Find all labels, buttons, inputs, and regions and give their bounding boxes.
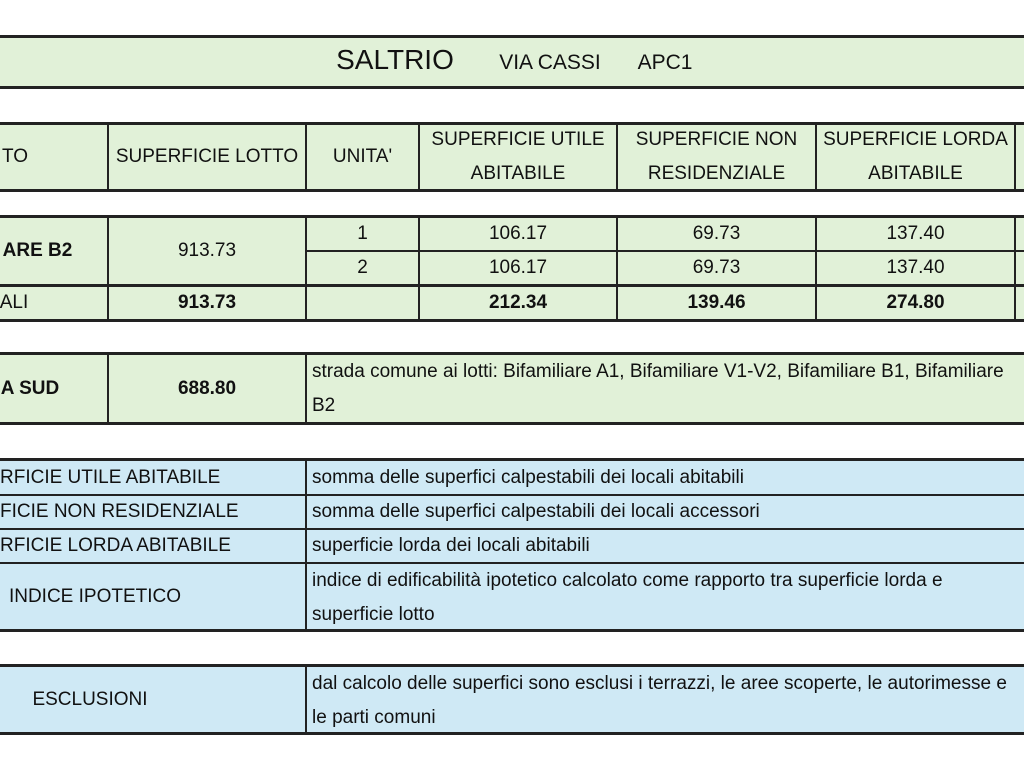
totals-sua: 212.34	[488, 292, 548, 313]
unit-row-1-sua: 106.17	[488, 223, 548, 244]
header-superficie-utile-abitabile: SUPERFICIE UTILE ABITABILE	[431, 129, 605, 184]
lot-name: ARE B2	[2, 240, 73, 261]
exclusions-term: ESCLUSIONI	[32, 688, 148, 710]
header-superficie-lorda-abitabile: SUPERFICIE LORDA ABITABILE	[823, 129, 1008, 184]
legend-def-4: indice di edificabilità ipotetico calcolato come rapporto tra superficie lorda e superficie lotto	[312, 570, 943, 625]
strada-label: A SUD	[0, 377, 60, 399]
page-title: SALTRIO	[336, 44, 454, 75]
header-lotto: TO	[1, 146, 29, 167]
totals-superficie-lotto: 913.73	[177, 292, 237, 313]
area-code: APC1	[637, 50, 693, 74]
lot-superficie-lotto: 913.73	[177, 240, 237, 261]
unit-row-1-unita: 1	[357, 223, 368, 244]
totals-sla: 274.80	[886, 292, 945, 313]
unit-row-1-sla: 137.40	[886, 223, 945, 244]
header-superficie-lotto: SUPERFICIE LOTTO	[115, 146, 299, 167]
strada-value: 688.80	[177, 377, 237, 399]
unit-row-2-sla: 137.40	[886, 257, 945, 278]
legend-def-2: somma delle superfici calpestabili dei locali accessori	[312, 501, 760, 522]
unit-row-2-unita: 2	[357, 257, 368, 278]
legend-def-1: somma delle superfici calpestabili dei locali abitabili	[312, 466, 744, 488]
legend-term-2: FICIE NON RESIDENZIALE	[0, 501, 239, 522]
strada-note: strada comune ai lotti: Bifamiliare A1, Bifamiliare V1-V2, Bifamiliare B1, Bifamiliare B2	[312, 361, 1004, 416]
legend-def-3: superficie lorda dei locali abitabili	[312, 535, 590, 556]
exclusions-def: dal calcolo delle superfici sono esclusi i terrazzi, le aree scoperte, le autorimesse e le parti comuni	[312, 673, 1007, 728]
header-superficie-non-residenziale: SUPERFICIE NON RESIDENZIALE	[635, 129, 798, 184]
legend-term-1: RFICIE UTILE ABITABILE	[0, 466, 221, 488]
unit-row-2-snr: 69.73	[692, 257, 741, 278]
legend-term-4: INDICE IPOTETICO	[8, 585, 182, 607]
header-unita: UNITA'	[332, 146, 393, 167]
unit-row-1-snr: 69.73	[692, 223, 741, 244]
legend-term-3: RFICIE LORDA ABITABILE	[0, 535, 231, 556]
street-name: VIA CASSI	[499, 50, 601, 74]
unit-row-2-sua: 106.17	[488, 257, 548, 278]
totals-snr: 139.46	[687, 292, 746, 313]
totals-label: ALI	[0, 292, 28, 313]
